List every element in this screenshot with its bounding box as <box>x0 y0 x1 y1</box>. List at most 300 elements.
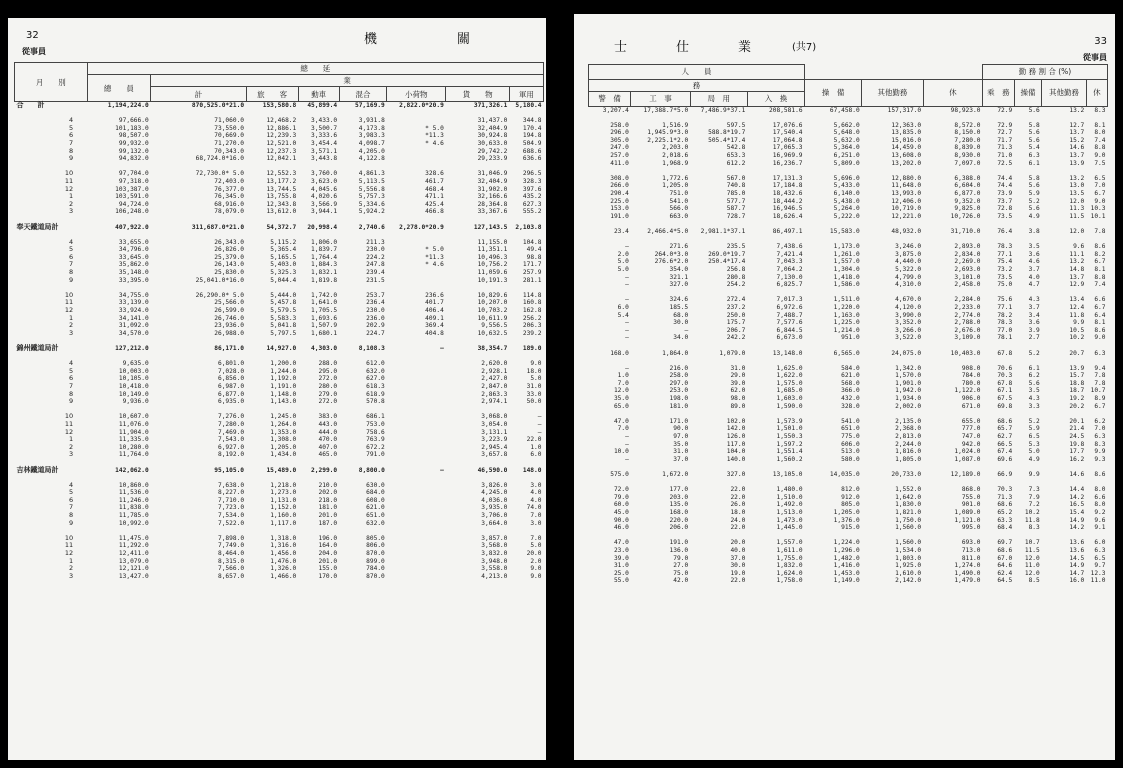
table-cell: 220.0 <box>669 516 689 524</box>
table-cell: 2,002.0 <box>895 402 922 410</box>
table-cell <box>298 216 339 224</box>
table-cell <box>246 527 298 535</box>
table-cell: 12,468.2 <box>266 117 297 125</box>
table-cell: 65.7 <box>997 425 1013 433</box>
table-cell: 9.0 <box>1094 334 1106 342</box>
table-cell: 201.0 <box>318 512 338 520</box>
table-cell: 72.0 <box>613 486 629 494</box>
header-business: 業 <box>151 75 544 87</box>
table-cell: 8,192.0 <box>217 451 245 459</box>
table-cell: 187.0 <box>318 519 338 527</box>
table-row <box>15 413 544 421</box>
table-cell: 26.0 <box>730 501 746 509</box>
table-cell: 740.8 <box>726 182 746 190</box>
table-cell: 7,710.0 <box>217 496 245 504</box>
table-cell <box>982 357 1014 365</box>
table-cell: 90.0 <box>613 516 629 524</box>
table-cell: 2,103.8 <box>515 223 542 231</box>
table-cell <box>387 489 446 497</box>
table-cell: 31,902.0 <box>477 185 508 193</box>
table-cell <box>339 353 387 361</box>
table-cell <box>339 459 387 467</box>
table-cell <box>1042 410 1086 418</box>
table-cell: 34,796.0 <box>118 246 149 254</box>
table-cell: 7,749.0 <box>217 542 245 550</box>
table-cell <box>1014 479 1042 487</box>
table-row <box>589 357 1108 365</box>
table-cell <box>298 284 339 292</box>
table-cell: 奉天鐵道局計 <box>16 222 59 231</box>
table-cell: 3,433.0 <box>311 117 338 125</box>
table-cell: 366.0 <box>841 387 860 395</box>
table-cell: 6,604.0 <box>954 182 981 190</box>
table-cell: 618.3 <box>366 382 385 390</box>
table-cell: 22.0 <box>730 524 746 532</box>
table-cell: 1,755.0 <box>776 554 803 562</box>
table-cell: 791.0 <box>366 451 385 459</box>
table-cell: 407,922.0 <box>115 223 149 231</box>
table-cell: 31.0 <box>730 364 746 372</box>
table-cell: 8.3 <box>1094 106 1106 114</box>
table-cell <box>589 167 631 175</box>
table-cell: 505.4*17.4 <box>708 136 746 144</box>
table-cell: 1,685.0 <box>776 387 803 395</box>
table-cell: — <box>625 455 629 463</box>
table-cell <box>151 337 246 345</box>
table-cell <box>589 220 631 228</box>
table-cell: 10,992.0 <box>118 519 149 527</box>
table-cell: 12.7 <box>1069 121 1085 129</box>
table-row <box>15 535 544 543</box>
table-cell: 1,480.0 <box>776 486 803 494</box>
table-cell <box>339 474 387 482</box>
table-cell: 74.0 <box>526 504 542 512</box>
table-cell: 3,246.0 <box>895 243 922 251</box>
table-cell: 9.6 <box>1073 243 1085 251</box>
table-cell <box>982 532 1014 540</box>
table-cell: 7,577.6 <box>776 319 803 327</box>
table-cell: 191.0 <box>610 212 629 220</box>
table-cell: 5.9 <box>1028 190 1040 198</box>
table-cell: 7 <box>69 381 74 390</box>
table-cell: 1,200.0 <box>270 360 297 368</box>
table-cell: 2,834.0 <box>954 250 981 258</box>
table-cell <box>246 163 298 171</box>
table-cell: 4 <box>69 237 74 246</box>
table-row <box>589 380 1108 388</box>
table-cell <box>862 236 923 244</box>
table-cell: 29.0 <box>730 372 746 380</box>
table-cell: 67.0 <box>997 554 1013 562</box>
table-cell: 4,205.0 <box>358 147 385 155</box>
table-cell: 1,816.0 <box>895 448 922 456</box>
table-cell: 6 <box>69 252 74 261</box>
table-cell: 7 <box>69 503 74 512</box>
table-cell: — <box>625 433 629 441</box>
table-row <box>15 436 544 444</box>
table-cell: 13.2 <box>1069 106 1085 114</box>
table-cell: 1,308.0 <box>270 436 297 444</box>
table-cell: 18.7 <box>1069 387 1085 395</box>
table-cell: 1,586.0 <box>833 281 860 289</box>
table-cell <box>631 220 690 228</box>
table-cell: 4.7 <box>1028 281 1040 289</box>
table-cell: 1,143.0 <box>270 398 297 406</box>
table-cell: 31.0 <box>613 562 629 570</box>
table-cell: *11.3 <box>425 132 444 140</box>
table-cell: 580.0 <box>841 455 860 463</box>
table-cell: 567.0 <box>726 174 746 182</box>
table-cell: 33.0 <box>526 390 542 398</box>
table-cell: 5,165.5 <box>270 253 297 261</box>
header-spacer <box>805 65 983 80</box>
table-cell: 5.0 <box>617 258 629 266</box>
table-cell <box>87 163 151 171</box>
table-cell: 8,839.0 <box>954 144 981 152</box>
table-row <box>15 330 544 338</box>
table-row <box>15 261 544 269</box>
table-cell <box>339 110 387 118</box>
table-cell: 198.0 <box>669 395 689 403</box>
table-cell: 13.6 <box>1069 539 1085 547</box>
table-cell: 3,944.1 <box>311 208 338 216</box>
table-row <box>589 570 1108 578</box>
table-cell: 811.0 <box>961 554 981 562</box>
table-cell: 67,458.0 <box>829 106 860 114</box>
table-cell: 630.0 <box>366 481 385 489</box>
table-cell: 10,607.0 <box>118 413 149 421</box>
table-cell: 170.0 <box>318 572 338 580</box>
table-row <box>15 337 544 345</box>
table-row <box>15 132 544 140</box>
table-row <box>589 220 1108 228</box>
table-cell: 468.4 <box>425 185 444 193</box>
table-cell: 1,476.0 <box>270 557 297 565</box>
table-cell: 14.7 <box>1069 569 1085 577</box>
table-cell: 117.0 <box>726 440 746 448</box>
table-cell: 651.0 <box>841 425 860 433</box>
table-cell: 18,626.4 <box>772 212 803 220</box>
table-cell: 6,140.0 <box>833 190 860 198</box>
table-cell: 344.8 <box>522 117 542 125</box>
table-cell: 75.0 <box>997 281 1013 289</box>
table-cell: 153.0 <box>610 205 629 213</box>
table-cell: 541.0 <box>841 417 860 425</box>
table-cell <box>387 163 446 171</box>
table-row <box>589 441 1108 449</box>
table-cell: 6.3 <box>1094 433 1106 441</box>
table-cell: 5.6 <box>1028 205 1040 213</box>
table-cell <box>151 163 246 171</box>
table-cell: 258.0 <box>610 121 629 129</box>
table-cell: 20.7 <box>1069 349 1085 357</box>
table-cell: 597.5 <box>726 121 746 129</box>
table-row <box>15 558 544 566</box>
table-cell: — <box>625 334 629 342</box>
table-cell: 1,316.0 <box>270 542 297 550</box>
table-cell: 191.0 <box>669 539 689 547</box>
table-cell: 38,354.7 <box>477 345 508 352</box>
table-row <box>589 205 1108 213</box>
table-cell: 98,507.0 <box>118 132 149 140</box>
table-cell: 11,292.0 <box>118 542 149 550</box>
table-cell: 101,183.0 <box>115 124 149 132</box>
table-cell <box>15 284 88 292</box>
table-cell: 1,244.0 <box>270 367 297 375</box>
table-cell: 1,945.9*3.0 <box>647 129 689 137</box>
table-cell: 7,488.7 <box>776 311 803 319</box>
table-cell: 2,466.4*5.0 <box>647 228 689 235</box>
table-cell: 2,620.0 <box>481 360 508 368</box>
table-cell: 7,723.0 <box>217 504 245 512</box>
table-cell: 912.0 <box>841 493 860 501</box>
table-cell: 1,418.0 <box>833 273 860 281</box>
table-cell <box>690 410 747 418</box>
table-cell <box>1042 289 1086 297</box>
table-cell: 3,571.1 <box>311 147 338 155</box>
table-cell: 10.0 <box>613 448 629 456</box>
table-cell: 5.0 <box>617 265 629 273</box>
table-cell <box>15 353 88 361</box>
table-cell: 7,421.4 <box>776 250 803 258</box>
table-cell: 324.6 <box>669 296 689 304</box>
table-cell: 1,625.0 <box>776 364 803 372</box>
header-c1: 警 備 <box>589 91 631 106</box>
table-cell: 632.0 <box>366 519 385 527</box>
table-cell: 3,223.9 <box>481 436 508 444</box>
table-cell: 5,325.3 <box>270 269 297 277</box>
table-cell <box>631 342 690 350</box>
table-cell: 10,191.3 <box>477 276 508 284</box>
table-cell: 3.7 <box>1028 265 1040 273</box>
table-cell: 404.8 <box>425 329 444 337</box>
table-cell: 14.9 <box>1069 562 1085 570</box>
page-number: 33 <box>1094 36 1107 47</box>
table-cell: 12.0 <box>1024 554 1040 562</box>
table-cell <box>862 357 923 365</box>
table-cell: 311,687.0*21.0 <box>191 223 245 231</box>
table-cell: 1,205.0 <box>833 508 860 516</box>
table-cell: 18.0 <box>526 367 542 375</box>
table-cell <box>387 368 446 376</box>
table-cell: 10,829.6 <box>477 291 508 299</box>
table-cell: 951.0 <box>841 334 860 342</box>
table-cell: 19.8 <box>1069 440 1085 448</box>
table-cell: 7,280.0 <box>217 420 245 428</box>
table-row <box>589 448 1108 456</box>
table-cell <box>387 535 446 543</box>
table-cell: 8.3 <box>1028 524 1040 532</box>
table-cell <box>1042 220 1086 228</box>
table-cell: 1,624.0 <box>776 569 803 577</box>
table-cell <box>509 163 543 171</box>
table-cell: 256.8 <box>726 265 746 273</box>
table-row <box>589 418 1108 426</box>
table-cell: 235.5 <box>726 243 746 251</box>
table-cell: 4,310.0 <box>895 281 922 289</box>
table-cell: 14.2 <box>1069 493 1085 501</box>
table-cell: 3,522.0 <box>895 334 922 342</box>
table-cell: 9,352.0 <box>954 197 981 205</box>
table-cell: 12.4 <box>1069 303 1085 311</box>
table-cell: 17,540.4 <box>772 129 803 137</box>
table-cell <box>805 220 862 228</box>
table-row <box>589 433 1108 441</box>
table-cell: 201.0 <box>318 557 338 565</box>
table-cell: 3,826.0 <box>481 481 508 489</box>
table-cell: 6.5 <box>1028 433 1040 441</box>
table-cell: 621.0 <box>841 372 860 380</box>
table-cell <box>387 398 446 406</box>
table-cell <box>982 167 1014 175</box>
table-cell: 254.2 <box>726 281 746 289</box>
table-cell <box>805 236 862 244</box>
table-cell: 90.0 <box>673 425 689 433</box>
table-cell: 5,113.5 <box>358 177 385 185</box>
table-cell: 8 <box>69 146 74 155</box>
table-cell: 5,662.0 <box>833 121 860 129</box>
header-persons: 人 員 <box>589 65 805 80</box>
table-cell <box>387 444 446 452</box>
table-row <box>15 467 544 475</box>
header-work: 務 <box>589 79 805 91</box>
table-cell: 2,018.6 <box>662 152 689 160</box>
table-cell <box>747 114 804 122</box>
table-cell: 11 <box>64 541 74 550</box>
table-cell: 8.8 <box>1094 144 1106 152</box>
table-cell: 18,432.6 <box>772 190 803 198</box>
table-cell: 71.0 <box>997 152 1013 160</box>
table-cell: 23.4 <box>613 228 629 235</box>
table-cell: 1,079.0 <box>719 349 746 357</box>
table-cell: 1,550.3 <box>776 433 803 441</box>
table-row <box>15 573 544 581</box>
table-cell <box>690 220 747 228</box>
table-cell: 22.0 <box>526 436 542 444</box>
table-cell: 461.7 <box>425 177 444 185</box>
table-cell: 13,427.0 <box>118 572 149 580</box>
table-cell <box>339 284 387 292</box>
table-row <box>589 372 1108 380</box>
table-cell: 1,610.0 <box>895 569 922 577</box>
table-cell: 471.1 <box>425 193 444 201</box>
table-cell: 21.4 <box>1069 425 1085 433</box>
table-cell: 6,801.0 <box>217 360 245 368</box>
table-cell: 1.0 <box>617 372 629 380</box>
table-cell: 12,886.1 <box>266 124 297 132</box>
table-row <box>15 170 544 178</box>
table-cell: 89.0 <box>730 402 746 410</box>
table-cell <box>862 342 923 350</box>
table-cell: 157,317.0 <box>887 106 922 114</box>
table-cell: 14.5 <box>1069 554 1085 562</box>
table-cell: 1,024.0 <box>954 448 981 456</box>
table-cell: 5,264.0 <box>833 205 860 213</box>
table-cell: 1,570.0 <box>895 372 922 380</box>
table-row <box>15 269 544 277</box>
table-cell: 5,433.0 <box>833 182 860 190</box>
table-cell <box>509 353 543 361</box>
table-cell: 296.0 <box>610 129 629 137</box>
table-cell <box>690 236 747 244</box>
table-cell: 5.0 <box>530 375 542 383</box>
table-row <box>589 167 1108 175</box>
table-cell: 406.4 <box>425 307 444 315</box>
table-cell: 6,565.0 <box>833 349 860 357</box>
table-cell: 5.0 <box>530 542 542 550</box>
table-cell <box>387 504 446 512</box>
table-cell: 383.0 <box>318 413 338 421</box>
table-cell: 17,064.8 <box>772 136 803 144</box>
table-cell: 11,838.0 <box>118 504 149 512</box>
table-row <box>589 266 1108 274</box>
table-row <box>15 193 544 201</box>
table-cell <box>1042 532 1086 540</box>
table-cell: 10 <box>64 533 74 542</box>
table-cell: 1,507.9 <box>311 322 338 330</box>
table-cell: 763.9 <box>366 436 385 444</box>
table-cell: 7.0 <box>530 534 542 542</box>
table-cell: 26,143.0 <box>214 261 245 269</box>
table-cell <box>387 110 446 118</box>
table-row <box>589 387 1108 395</box>
table-cell: 12.0 <box>1069 197 1085 205</box>
table-cell: 6.6 <box>1094 296 1106 304</box>
table-cell: 5,924.2 <box>358 208 385 216</box>
table-cell: 9.6 <box>1094 516 1106 524</box>
table-cell: 11 <box>64 176 74 185</box>
table-cell: 10.2 <box>1069 334 1085 342</box>
table-cell <box>151 231 246 239</box>
table-row <box>589 198 1108 206</box>
table-row <box>589 129 1108 137</box>
table-cell: 25,566.0 <box>214 299 245 307</box>
table-cell: 8.5 <box>1028 577 1040 585</box>
table-cell: 1,434.0 <box>270 451 297 459</box>
table-cell: 1,304.0 <box>833 265 860 273</box>
table-cell: 2,928.1 <box>481 367 508 375</box>
table-cell: 13,608.0 <box>891 152 922 160</box>
table-cell: 1,342.0 <box>895 364 922 372</box>
table-row <box>15 178 544 186</box>
table-cell: 328.6 <box>425 170 444 178</box>
table-cell: 7.8 <box>1094 372 1106 380</box>
table-cell: 5,757.3 <box>358 193 385 201</box>
table-cell <box>246 231 298 239</box>
table-cell: 1,830.0 <box>895 501 922 509</box>
table-cell: 2,299.0 <box>311 466 338 474</box>
table-cell: 5.4 <box>617 311 629 319</box>
table-cell: 75.6 <box>997 296 1013 304</box>
table-cell <box>631 236 690 244</box>
table-cell: — <box>625 440 629 448</box>
table-cell <box>747 532 804 540</box>
table-cell: 1,274.0 <box>954 562 981 570</box>
table-cell <box>298 110 339 118</box>
table-cell: 70,669.0 <box>214 132 245 140</box>
table-cell: 606.0 <box>841 440 860 448</box>
table-cell: 1,224.0 <box>833 539 860 547</box>
table-cell <box>446 163 510 171</box>
table-cell <box>1014 114 1042 122</box>
table-cell: 26,290.0* 5.0 <box>195 291 245 299</box>
table-cell: 2 <box>69 199 74 208</box>
table-cell: 11 <box>64 419 74 428</box>
table-cell: 1,456.0 <box>270 550 297 558</box>
table-cell: 24.0 <box>730 516 746 524</box>
table-cell <box>151 474 246 482</box>
table-cell: 1,551.4 <box>776 448 803 456</box>
